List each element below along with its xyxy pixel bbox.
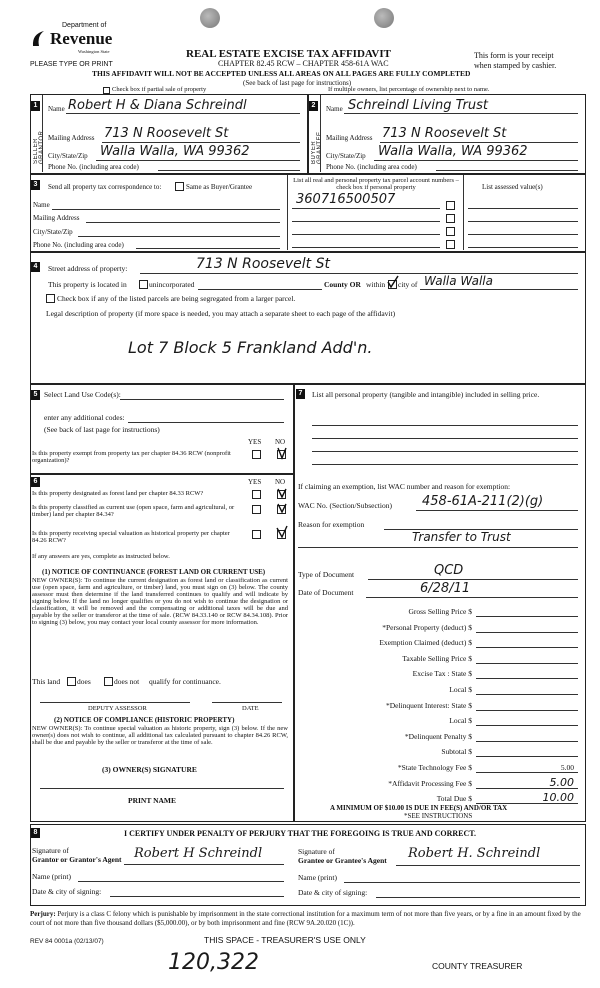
reason-exemption-value[interactable]: Transfer to Trust <box>412 530 511 544</box>
fee-value-line <box>476 647 578 648</box>
fee-label: *State Technology Fee $ <box>397 763 472 772</box>
fee-value[interactable]: 5.00 <box>560 763 574 772</box>
type-document-label: Type of Document <box>298 570 355 579</box>
fee-value-line <box>476 756 578 757</box>
section-8-number: 8 <box>31 828 40 838</box>
section-4-number: 4 <box>31 262 40 272</box>
does-not-label: does not <box>114 677 140 686</box>
seller-city-value[interactable]: Walla Walla, WA 99362 <box>100 144 250 159</box>
unincorporated-checkbox[interactable] <box>139 280 148 289</box>
receipt-note-1: This form is your receipt <box>474 51 554 60</box>
current-use-yes-checkbox[interactable] <box>252 505 261 514</box>
form-title: REAL ESTATE EXCISE TAX AFFIDAVIT <box>186 48 391 60</box>
form-chapter: CHAPTER 82.45 RCW – CHAPTER 458-61A WAC <box>218 59 389 68</box>
corr-city-label: City/State/Zip <box>33 228 73 236</box>
street-address-label: Street address of property: <box>48 264 128 273</box>
corr-phone-label: Phone No. (including area code) <box>33 241 124 249</box>
parcel-header: List all real and personal property tax parcel account numbers – check box if personal property <box>293 177 459 191</box>
county-or-label: County OR <box>324 280 361 289</box>
partial-sale-label: Check box if partial sale of property <box>112 86 207 93</box>
historic-question: Is this property receiving special valuation as historical property per chapter 84.26 RCW? <box>32 530 230 544</box>
personal-property-label: List all personal property (tangible and intangible) included in selling price. <box>312 390 540 399</box>
assessed-value-header: List assessed value(s) <box>482 183 543 191</box>
current-use-no-checkmark-icon <box>276 502 288 514</box>
fee-value-line <box>476 663 578 664</box>
buyer-city-value[interactable]: Walla Walla, WA 99362 <box>378 144 528 159</box>
form-warning: THIS AFFIDAVIT WILL NOT BE ACCEPTED UNLESS ALL AREAS ON ALL PAGES ARE FULLY COMPLETED <box>92 69 471 78</box>
receipt-number-value: 120,322 <box>168 950 259 975</box>
section5-no-header: NO <box>275 438 286 446</box>
exempt-yes-checkbox[interactable] <box>252 450 261 459</box>
section-7-number: 7 <box>296 389 305 399</box>
section-1-number: 1 <box>31 101 40 111</box>
dept-state: Washington State <box>78 49 110 54</box>
segregated-checkbox[interactable] <box>46 294 55 303</box>
treasurer-space-label: THIS SPACE - TREASURER'S USE ONLY <box>204 935 366 945</box>
fee-label: Gross Selling Price $ <box>408 607 472 616</box>
corr-name-label: Name <box>33 201 50 209</box>
does-qualify-checkbox[interactable] <box>67 677 76 686</box>
please-type: PLEASE TYPE OR PRINT <box>30 61 113 68</box>
fee-label: *Delinquent Interest: State $ <box>385 700 472 710</box>
city-of-value[interactable]: Walla Walla <box>424 274 493 288</box>
punch-hole-right <box>374 8 394 28</box>
parcel-number-value[interactable]: 360716500507 <box>296 192 396 207</box>
section-3-number: 3 <box>31 180 40 190</box>
see-instructions-note: *SEE INSTRUCTIONS <box>404 812 473 820</box>
forest-land-question: Is this property designated as forest land per chapter 84.33 RCW? <box>32 490 204 497</box>
forest-yes-checkbox[interactable] <box>252 490 261 499</box>
section5-yes-header: YES <box>248 438 262 446</box>
seller-grantor-label: SELLER GRANTOR <box>33 130 45 164</box>
send-correspondence-label: Send all property tax correspondence to: <box>48 183 162 191</box>
reason-exemption-label: Reason for exemption <box>298 520 365 529</box>
grantee-date-city-label: Date & city of signing: <box>298 888 368 897</box>
fee-value-line <box>476 678 578 679</box>
fee-label: Excise Tax : State $ <box>412 669 472 679</box>
fee-value-line <box>476 710 578 711</box>
fee-value[interactable]: 5.00 <box>549 775 574 789</box>
parcel-4-personal-checkbox[interactable] <box>446 240 455 249</box>
parcel-2-personal-checkbox[interactable] <box>446 214 455 223</box>
seller-phone-label: Phone No. (including area code) <box>48 163 139 171</box>
fee-label: Exemption Claimed (deduct) $ <box>379 638 472 648</box>
same-as-buyer-checkbox[interactable] <box>175 182 184 191</box>
perjury-text: Perjury is a class C felony which is punishable by imprisonment in the state correctional institution for a maximum term of not more than five years, or by a fine in an amount fixed by the court of not more than five thousand dollars ($5,000.00), or by both imprisonment and fine (RCW 9A.20.020 (1C)). <box>30 910 581 927</box>
seller-name-value[interactable]: Robert H & Diana Schreindl <box>68 98 247 113</box>
section-6-number: 6 <box>31 477 40 487</box>
wac-label: WAC No. (Section/Subsection) <box>298 501 392 510</box>
this-land-label: This land <box>32 677 61 686</box>
sig-grantor-label-2: Grantor or Grantor's Agent <box>32 855 122 864</box>
seller-mailing-value[interactable]: 713 N Roosevelt St <box>104 126 229 141</box>
wac-value[interactable]: 458-61A-211(2)(g) <box>422 494 544 509</box>
fee-value[interactable]: 10.00 <box>542 791 574 805</box>
form-see-back: (See back of last page for instructions) <box>243 79 352 87</box>
dept-logo-text: Revenue <box>50 29 113 48</box>
notice-continuance-body: NEW OWNER(S): To continue the current designation as forest land or classification as current use (open space, farm and agriculture, or timber) land, you must sign on (3) below. The county assessor must then determine if the land transferred continues to qualify and will indicate by signing below. If the land no longer qualifies or you do not wish to continue the designation or classification, it will be removed and the compensating or additional taxes will be due and payable by the seller or transferor at the time of sale. (RCW 84.33.140 or RCW 84.34.108). Prior to signing (3) below, you may contact your local county assessor for more information. <box>32 577 288 626</box>
type-document-value[interactable]: QCD <box>434 563 464 578</box>
date-document-label: Date of Document <box>298 588 354 597</box>
owner-signature-label: (3) OWNER(S) SIGNATURE <box>102 765 197 774</box>
dept-logo <box>30 22 120 62</box>
notice-continuance-title: (1) NOTICE OF CONTINUANCE (FOREST LAND OR CURRENT USE) <box>42 568 266 576</box>
receipt-note-2: when stamped by cashier. <box>474 61 557 70</box>
fee-label: Local $ <box>449 716 472 726</box>
buyer-grantee-label: BUYER GRANTEE <box>311 131 323 164</box>
revenue-swoosh-icon <box>30 28 52 50</box>
section-5-number: 5 <box>31 390 40 400</box>
fee-label: Total Due $ <box>436 794 472 804</box>
segregated-label: Check box if any of the listed parcels are being segregated from a larger parcel. <box>57 294 296 303</box>
sig-grantor-label-1: Signature of <box>32 846 69 855</box>
fee-value-line <box>476 694 578 695</box>
buyer-mailing-value[interactable]: 713 N Roosevelt St <box>382 126 507 141</box>
seller-mailing-label: Mailing Address <box>48 134 95 142</box>
buyer-phone-label: Phone No. (including area code) <box>326 163 417 171</box>
fee-value-line <box>476 741 578 742</box>
grantor-name-print-label: Name (print) <box>32 872 71 881</box>
buyer-mailing-label: Mailing Address <box>326 134 373 142</box>
forest-no-checkmark-icon <box>276 487 288 499</box>
fee-value-line <box>476 632 578 633</box>
section6-no-header: NO <box>275 478 286 486</box>
punch-hole-left <box>200 8 220 28</box>
grantor-signature-value[interactable]: Robert H Schreindl <box>134 846 263 861</box>
section-2-number: 2 <box>309 101 318 111</box>
date-document-value[interactable]: 6/28/11 <box>420 581 471 596</box>
fee-label: Subtotal $ <box>441 747 472 757</box>
perjury-label: Perjury: <box>30 910 56 918</box>
parcel-3-personal-checkbox[interactable] <box>446 227 455 236</box>
does-label: does <box>77 677 91 686</box>
notice-compliance-body: NEW OWNER(S): To continue special valuation as historic property, sign (3) below. If the new owner(s) does not wish to continue, all additional tax calculated pursuant to chapter 84.26 RCW, shall be due and payable by the seller or transferor at the time of sale. <box>32 725 288 746</box>
historic-yes-checkbox[interactable] <box>252 530 261 539</box>
partial-sale-checkbox[interactable] <box>103 87 110 94</box>
street-address-value[interactable]: 713 N Roosevelt St <box>196 256 330 272</box>
legal-description-label: Legal description of property (if more space is needed, you may attach a separate sheet to each page of the affidavit) <box>46 309 396 318</box>
section6-yes-header: YES <box>248 478 262 486</box>
within-label: within <box>366 280 386 289</box>
claim-exemption-label: If claiming an exemption, list WAC number and reason for exemption: <box>298 482 511 491</box>
select-land-use-label: Select Land Use Code(s): <box>44 390 121 399</box>
exempt-question: Is this property exempt from property tax per chapter 84.36 RCW (nonprofit organization)? <box>32 450 231 464</box>
fee-value-line <box>476 725 578 726</box>
historic-no-checkmark-icon <box>275 525 289 539</box>
multiple-owners-note: If multiple owners, list percentage of ownership next to name. <box>328 86 490 93</box>
county-treasurer-label: COUNTY TREASURER <box>432 961 523 971</box>
does-not-qualify-checkbox[interactable] <box>104 677 113 686</box>
city-of-label: city of <box>398 280 418 289</box>
fee-label: *Delinquent Penalty $ <box>404 731 472 741</box>
dept-line1: Department of <box>62 22 107 29</box>
perjury-notice <box>30 910 584 927</box>
sig-grantee-label-1: Signature of <box>298 847 335 856</box>
form-revision: REV 84 0001a (02/13/07) <box>30 938 104 945</box>
buyer-name-value[interactable]: Schreindl Living Trust <box>348 98 488 113</box>
current-use-question: Is this property classified as current use (open space, farm and agricultural, or timber) land per chapter 84.34? <box>32 504 235 518</box>
fee-value-line <box>476 772 578 773</box>
land-use-see-back: (See back of last page for instructions) <box>44 425 160 434</box>
enter-codes-label: enter any additional codes: <box>44 413 125 422</box>
print-name-label: PRINT NAME <box>128 796 176 805</box>
buyer-city-label: City/State/Zip <box>326 152 366 160</box>
certify-statement: I CERTIFY UNDER PENALTY OF PERJURY THAT THE FOREGOING IS TRUE AND CORRECT. <box>124 829 477 838</box>
grantee-name-print-label: Name (print) <box>298 873 337 882</box>
if-any-yes: If any answers are yes, complete as instructed below. <box>32 553 170 560</box>
deputy-assessor-label: DEPUTY ASSESSOR <box>88 705 147 712</box>
unincorporated-label: unincorporated <box>149 280 195 289</box>
exempt-no-checkmark-icon <box>276 446 288 460</box>
deputy-date-label: DATE <box>242 705 259 712</box>
sig-grantee-label-2: Grantee or Grantee's Agent <box>298 856 387 865</box>
fee-label: Local $ <box>449 685 472 694</box>
legal-description-value[interactable]: Lot 7 Block 5 Frankland Add'n. <box>128 338 373 357</box>
parcel-1-personal-checkbox[interactable] <box>446 201 455 210</box>
notice-compliance-title: (2) NOTICE OF COMPLIANCE (HISTORIC PROPERTY) <box>54 716 235 724</box>
seller-city-label: City/State/Zip <box>48 152 88 160</box>
located-in-label: This property is located in <box>48 280 127 289</box>
fee-value-line <box>476 616 578 617</box>
qualify-label: qualify for continuance. <box>149 677 221 686</box>
corr-mailing-label: Mailing Address <box>33 214 80 222</box>
grantee-signature-value[interactable]: Robert H. Schreindl <box>408 846 541 861</box>
minimum-fee-note: A MINIMUM OF $10.00 IS DUE IN FEE(S) AND/OR TAX <box>330 804 508 812</box>
seller-name-label: Name <box>48 105 65 113</box>
buyer-name-label: Name <box>326 105 343 113</box>
fee-label: *Affidavit Processing Fee $ <box>388 778 472 788</box>
fee-label: Taxable Selling Price $ <box>402 653 472 663</box>
same-as-buyer-label: Same as Buyer/Grantee <box>186 183 253 191</box>
grantor-date-city-label: Date & city of signing: <box>32 887 102 896</box>
fee-label: *Personal Property (deduct) $ <box>382 622 472 632</box>
